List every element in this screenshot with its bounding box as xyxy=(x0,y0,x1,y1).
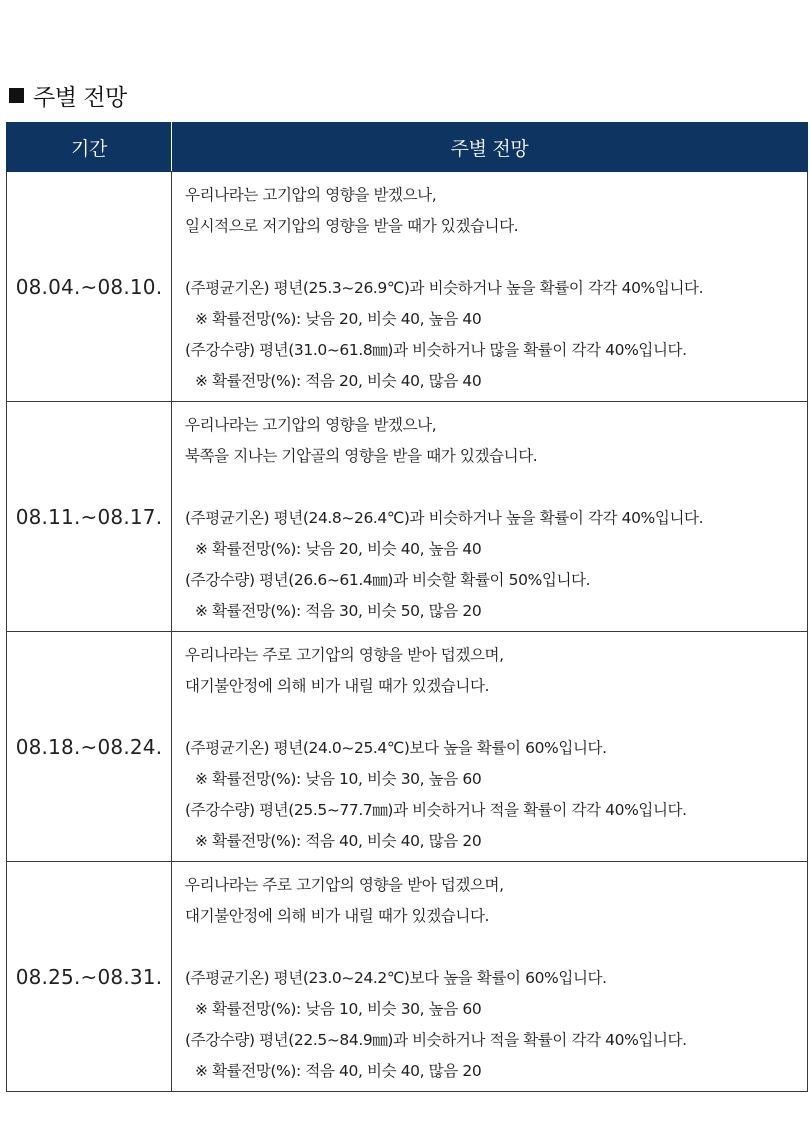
temperature-outlook: (주평균기온) 평년(23.0~24.2℃)보다 높을 확률이 60%입니다. xyxy=(185,969,607,987)
table-header-row xyxy=(7,123,808,172)
summary-line: 일시적으로 저기압의 영향을 받을 때가 있겠습니다. xyxy=(185,217,519,235)
summary-line: 우리나라는 고기압의 영향을 받겠으나, xyxy=(185,186,437,204)
outlook-cell xyxy=(172,632,808,862)
temperature-probability: ※ 확률전망(%): 낮음 20, 비슷 40, 높음 40 xyxy=(195,310,482,328)
temperature-probability: ※ 확률전망(%): 낮음 10, 비슷 30, 높음 60 xyxy=(195,1000,482,1018)
weekly-outlook-table xyxy=(6,122,808,1092)
precipitation-probability: ※ 확률전망(%): 적음 40, 비슷 40, 많음 20 xyxy=(195,832,482,850)
spacer xyxy=(185,932,807,963)
temperature-outlook: (주평균기온) 평년(24.8~26.4℃)과 비슷하거나 높을 확률이 각각 40%입니다. xyxy=(185,509,704,527)
outlook-cell xyxy=(172,402,808,632)
spacer xyxy=(185,242,807,273)
outlook-cell xyxy=(172,172,808,402)
precipitation-outlook: (주강수량) 평년(25.5~77.7㎜)과 비슷하거나 적을 확률이 각각 40%입니다. xyxy=(185,801,687,819)
precipitation-outlook: (주강수량) 평년(26.6~61.4㎜)과 비슷할 확률이 50%입니다. xyxy=(185,571,591,589)
summary-line: 우리나라는 주로 고기압의 영향을 받아 덥겠으며, xyxy=(185,646,504,664)
table-row xyxy=(7,172,808,402)
precipitation-outlook: (주강수량) 평년(31.0~61.8㎜)과 비슷하거나 많을 확률이 각각 40%입니다. xyxy=(185,341,687,359)
table-row xyxy=(7,862,808,1092)
summary-line: 우리나라는 주로 고기압의 영향을 받아 덥겠으며, xyxy=(185,876,504,894)
period-cell: 08.11.~08.17. xyxy=(7,402,172,632)
period-cell: 08.04.~08.10. xyxy=(7,172,172,402)
header-outlook: 주별 전망 xyxy=(172,123,808,172)
precipitation-outlook: (주강수량) 평년(22.5~84.9㎜)과 비슷하거나 적을 확률이 각각 40%입니다. xyxy=(185,1031,687,1049)
outlook-cell xyxy=(172,862,808,1092)
summary-line: 대기불안정에 의해 비가 내릴 때가 있겠습니다. xyxy=(185,677,490,695)
temperature-probability: ※ 확률전망(%): 낮음 20, 비슷 40, 높음 40 xyxy=(195,540,482,558)
period-cell: 08.18.~08.24. xyxy=(7,632,172,862)
summary-line: 북쪽을 지나는 기압골의 영향을 받을 때가 있겠습니다. xyxy=(185,447,538,465)
temperature-outlook: (주평균기온) 평년(24.0~25.4℃)보다 높을 확률이 60%입니다. xyxy=(185,739,607,757)
summary-line: 대기불안정에 의해 비가 내릴 때가 있겠습니다. xyxy=(185,907,490,925)
section-title: 주별 전망 xyxy=(33,84,127,111)
table-row xyxy=(7,402,808,632)
temperature-probability: ※ 확률전망(%): 낮음 10, 비슷 30, 높음 60 xyxy=(195,770,482,788)
square-bullet-icon xyxy=(9,88,24,103)
summary-line: 우리나라는 고기압의 영향을 받겠으나, xyxy=(185,416,437,434)
section-heading xyxy=(9,78,127,112)
precipitation-probability: ※ 확률전망(%): 적음 30, 비슷 50, 많음 20 xyxy=(195,602,482,620)
precipitation-probability: ※ 확률전망(%): 적음 20, 비슷 40, 많음 40 xyxy=(195,372,482,390)
temperature-outlook: (주평균기온) 평년(25.3~26.9℃)과 비슷하거나 높을 확률이 각각 40%입니다. xyxy=(185,279,704,297)
header-period: 기간 xyxy=(7,123,172,172)
spacer xyxy=(185,702,807,733)
precipitation-probability: ※ 확률전망(%): 적음 40, 비슷 40, 많음 20 xyxy=(195,1062,482,1080)
period-cell: 08.25.~08.31. xyxy=(7,862,172,1092)
table-row xyxy=(7,632,808,862)
spacer xyxy=(185,472,807,503)
